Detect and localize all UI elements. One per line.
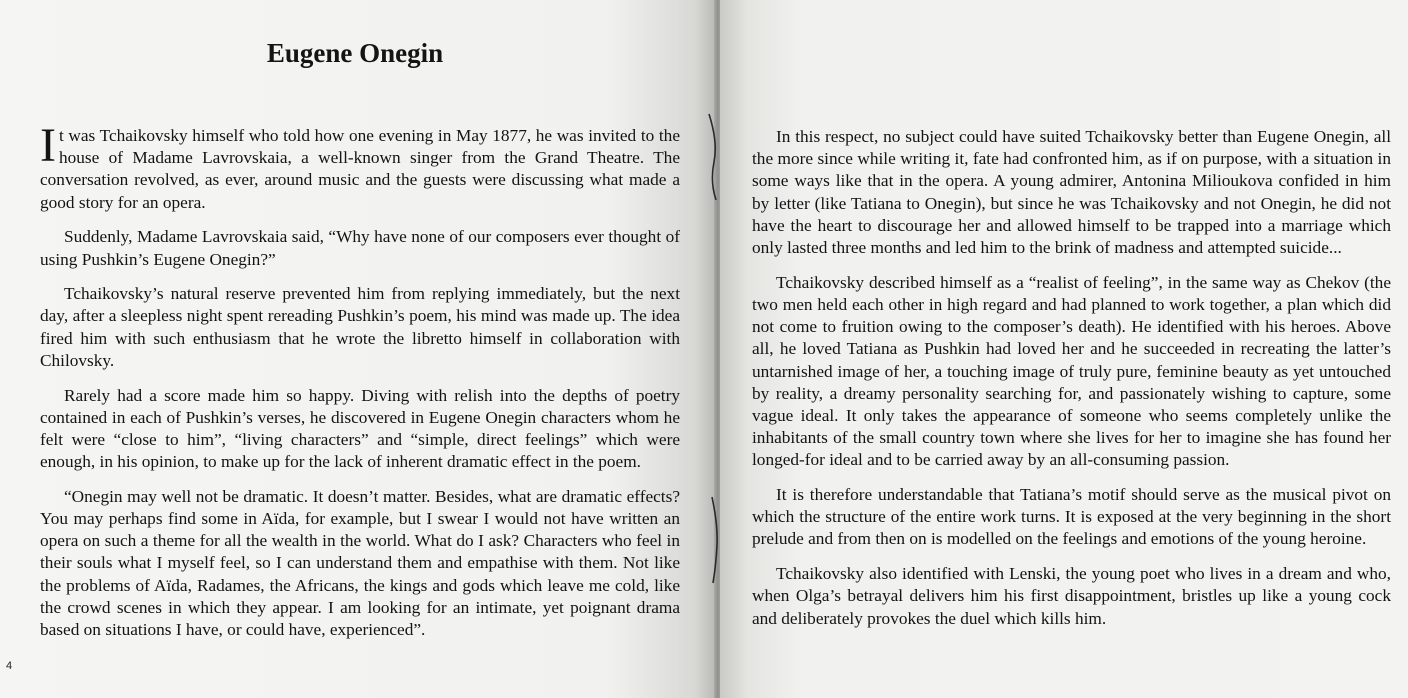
left-column bbox=[40, 119, 680, 654]
paragraph: Tchaikovsky’s natural reserve prevented him from replying immediately, but the next day, after a sleepless night spent rereading Pushkin’s poem, his mind was made up. The idea fired him with such enthusiasm that he wrote the libretto himself in collaboration with Chilovsky. bbox=[40, 284, 680, 370]
paragraph: It was Tchaikovsky himself who told how one evening in May 1877, he was invited to the house of Madame Lavrovskaia, a well-known singer from the Grand Theatre. The conversation revolved, as ever, around music and the guests were discussing what made a good story for an opera. bbox=[40, 119, 680, 212]
paragraph: Tchaikovsky described himself as a “realist of feeling”, in the same way as Chekov (the two men held each other in high regard and had planned to work together, a plan which did not come to fruition owing to the composer’s death). He identified with his heroes. Above all, he loved Tatiana as Pushkin had loved her and he succeeded in recreating the latter’s untarnished image of her, a touching image of truly pure, feminine beauty as yet untouched by reality, a dreamy personality searching for, and passionately wishing to capture, some vague ideal. It only takes the appearance of someone who seems completely unlike the inhabitants of the small country town where she lives for her to imagine she has found her longed-for ideal and to be carried away by an all-consuming passion. bbox=[752, 272, 1391, 470]
right-page bbox=[720, 0, 1408, 698]
spine-fold-mark-top bbox=[706, 112, 720, 202]
paragraph: It is therefore understandable that Tatiana’s motif should serve as the musical pivot on which the structure of the entire work turns. It is exposed at the very beginning in the short prelude and from then on is modelled on the feelings and emotions of the young heroine. bbox=[752, 485, 1391, 549]
drop-cap: I bbox=[40, 119, 56, 172]
paragraph: “Onegin may well not be dramatic. It doesn’t matter. Besides, what are dramatic effects? You may perhaps find some in Aïda, for example, but I swear I would not have written an opera on such a theme for all the wealth in the world. What do I ask? Characters who feel in their souls what I myself feel, so I can understand them and empathise with them. Not like the problems of Aïda, Radames, the Africans, the kings and gods which leave me cold, like the crowd scenes in which they appear. I am looking for an intimate, yet poignant drama based on situations I have, or could have, experienced”. bbox=[40, 486, 680, 640]
page-title: Eugene Onegin bbox=[266, 38, 444, 68]
paragraph: In this respect, no subject could have suited Tchaikovsky better than Eugene Onegin, all the more since while writing it, fate had confronted him, as if on purpose, with a situation in some ways like that in the opera. A young admirer, Antonina Milioukova confided in him by letter (like Tatiana to Onegin), but since he was Tchaikovsky and not Onegin, he did not have the heart to discourage her and allowed himself to be trapped into a marriage which only lasted three months and led him to the brink of madness and attempted suicide... bbox=[752, 127, 1391, 258]
paragraph: Rarely had a score made him so happy. Diving with relish into the depths of poetry contained in each of Pushkin’s verses, he discovered in Eugene Onegin characters whom he felt were “close to him”, “living characters” and “simple, direct feelings” which were enough, in his opinion, to make up for the lack of inherent dramatic effect in the poem. bbox=[40, 385, 680, 472]
page-number: 4 bbox=[6, 660, 13, 672]
paragraph: Tchaikovsky also identified with Lenski, the young poet who lives in a dream and who, when Olga’s betrayal delivers him his first disappointment, bristles up like a young cock and deliberately provokes the duel which kills him. bbox=[752, 564, 1391, 628]
paragraph: Suddenly, Madame Lavrovskaia said, “Why have none of our composers ever thought of using Pushkin’s Eugene Onegin?” bbox=[40, 227, 680, 269]
right-column bbox=[752, 126, 1391, 642]
